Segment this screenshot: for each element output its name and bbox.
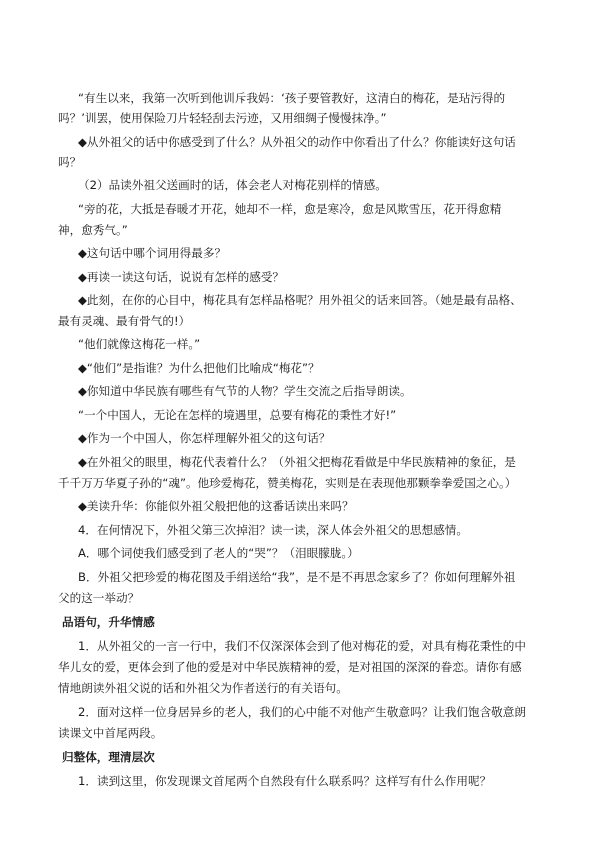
paragraph-line: （2）品读外祖父送画时的话，体会老人对梅花别样的情感。 xyxy=(78,178,387,192)
paragraph-line: 1．读到这里，你发现课文首尾两个自然段有什么联系吗？这样写有什么作用呢？ xyxy=(78,774,492,788)
paragraph-line: 吗？’训罢，使用保险刀片轻轻刮去污迹，又用细绸子慢慢抹净。” xyxy=(58,111,387,125)
paragraph-line: 华儿女的爱，更体会到了他的爱是对中华民族精神的爱，是对祖国的深深的眷恋。请你有感 xyxy=(58,660,522,674)
paragraph-line: 读课文中首尾两段。 xyxy=(58,726,163,740)
paragraph-line: “一个中国人，无论在怎样的境遇里，总要有梅花的秉性才好!” xyxy=(78,408,397,422)
paragraph-line: ◆在外祖父的眼里，梅花代表着什么？（外祖父把梅花看做是中华民族精神的象征，是 xyxy=(78,455,516,469)
paragraph-line: 4．在何情况下，外祖父第三次掉泪？读一读，深人体会外祖父的思想感情。 xyxy=(78,523,468,537)
paragraph-line: A．哪个词使我们感受到了老人的“哭”？（泪眼朦胧。） xyxy=(78,546,359,560)
paragraph-line: “他们就像这梅花一样。” xyxy=(78,337,201,351)
paragraph-line: 千千万万华夏子孙的“魂”。他珍爱梅花，赞美梅花，实则是在表现他那颗拳拳爱国之心。） xyxy=(58,476,517,490)
paragraph-line: 1．从外祖父的一言一行中，我们不仅深深体会到了他对梅花的爱，对具有梅花秉性的中 xyxy=(78,639,526,653)
paragraph-line: 情地朗读外祖父说的话和外祖父为作者送行的有关语句。 xyxy=(58,681,348,695)
paragraph-line: 最有灵魂、最有骨气的!） xyxy=(58,314,191,328)
paragraph-line: ◆“他们”是指谁？为什么把他们比喻成“梅花”？ xyxy=(78,361,320,375)
section-heading: 品语句，升华情感 xyxy=(62,615,155,629)
paragraph-line: ◆这句话中哪个词用得最多？ xyxy=(78,246,227,260)
paragraph-line: “有生以来，我第一次听到他训斥我妈：‘孩子要管教好，这清白的梅花，是玷污得的 xyxy=(78,91,506,105)
paragraph-line: “旁的花，大抵是春暖才开花，她却不一样，愈是寒冷，愈是风欺雪压，花开得愈精 xyxy=(78,202,502,216)
paragraph-line: ◆作为一个中国人，你怎样理解外祖父的这句话？ xyxy=(78,431,331,445)
paragraph-line: B．外祖父把珍爱的梅花图及手绢送给“我”，是不是不再思念家乡了？你如何理解外祖 xyxy=(78,570,516,584)
paragraph-line: ◆从外祖父的话中你感受到了什么？从外祖父的动作中你看出了什么？你能读好这句话 xyxy=(78,135,516,149)
paragraph-line: ◆此刻，在你的心目中，梅花具有怎样品格呢？用外祖父的话来回答。（她是最有品格、 xyxy=(78,293,522,307)
paragraph-line: 2．面对这样一位身居异乡的老人，我们的心中能不对他产生敬意吗？让我们饱含敬意朗 xyxy=(78,705,526,719)
section-heading: 归整体，理清层次 xyxy=(62,750,155,764)
paragraph-line: 神，愈秀气。” xyxy=(58,223,128,237)
paragraph-line: 吗？ xyxy=(58,155,82,169)
paragraph-line: ◆美读升华：你能似外祖父般把他的这番话读出来吗？ xyxy=(78,499,354,513)
paragraph-line: ◆你知道中华民族有哪些有气节的人物？学生交流之后指导朗读。 xyxy=(78,384,412,398)
paragraph-line: 父的这一举动？ xyxy=(58,591,140,605)
paragraph-line: ◆再读一读这句话，说说有怎样的感受？ xyxy=(78,270,285,284)
